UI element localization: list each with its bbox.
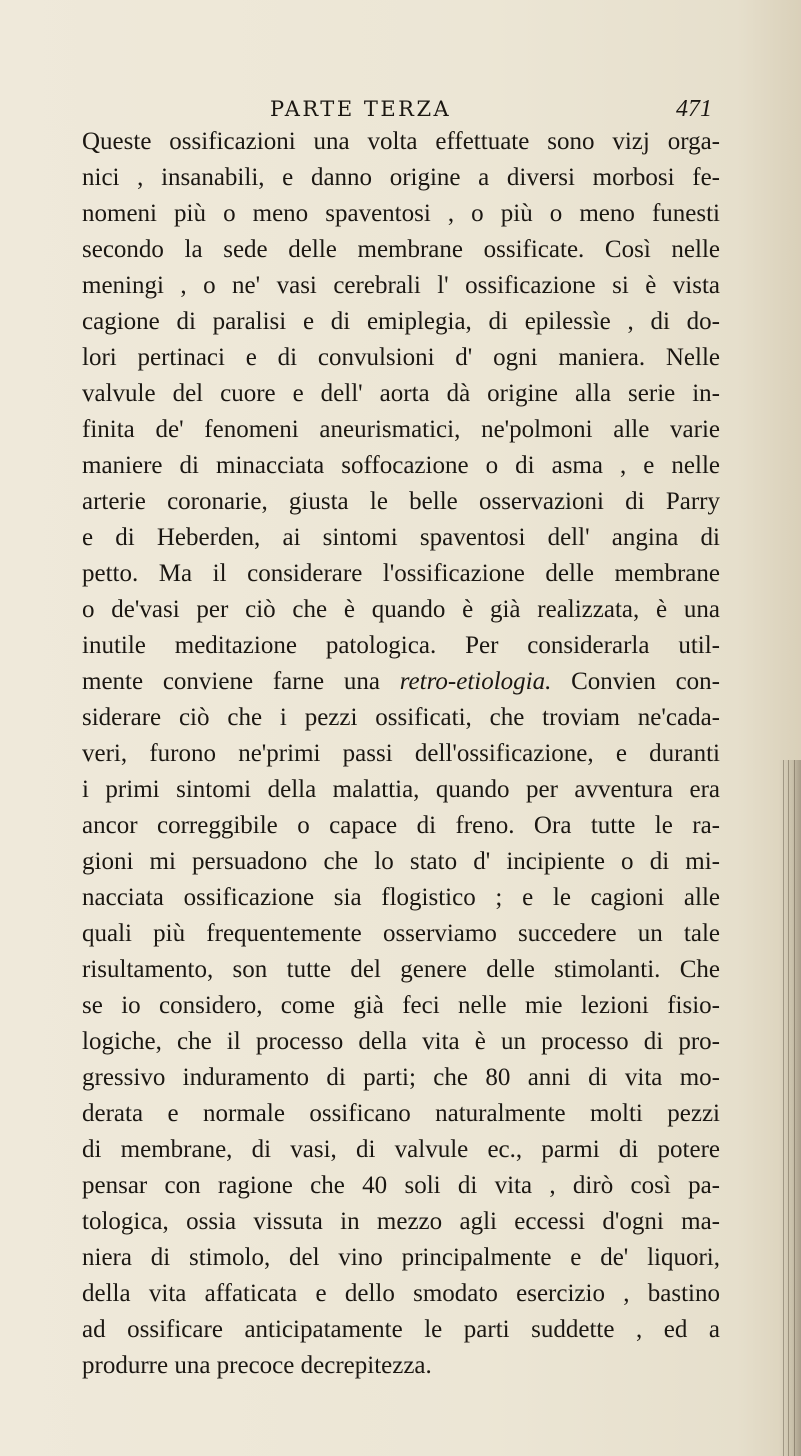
text-line: gioni mi persuadono che lo stato d' incipiente o di mi- [82,848,720,875]
text-line: nacciata ossificazione sia flogistico ; e le cagioni alle [82,884,720,911]
text-line: nomeni più o meno spaventosi , o più o meno funesti [82,200,720,227]
text-line: inutile meditazione patologica. Per considerarla util- [82,632,720,659]
text-line: maniere di minacciata soffocazione o di asma , e nelle [82,452,720,479]
text-line: gressivo induramento di parti; che 80 anni di vita mo- [82,1064,720,1091]
text-line-mixed [82,664,720,700]
text-line: lori pertinaci e di convulsioni d' ogni maniera. Nelle [82,344,720,371]
text-line: derata e normale ossificano naturalmente molti pezzi [82,1100,720,1127]
text-line: nici , insanabili, e danno origine a diversi morbosi fe- [82,164,720,191]
text-line: secondo la sede delle membrane ossificate. Così nelle [82,236,720,263]
text-line: e di Heberden, ai sintomi spaventosi dell' angina di [82,524,720,551]
text-line: niera di stimolo, del vino principalmente e de' liquori, [82,1244,720,1271]
text-line: quali più frequentemente osserviamo succedere un tale [82,920,720,947]
text-line: veri, furono ne'primi passi dell'ossificazione, e duranti [82,740,720,767]
text-segment: Convien con- [571,668,720,695]
text-segment: mente conviene farne una [82,668,380,695]
text-line: della vita affaticata e dello smodato esercizio , bastino [82,1280,720,1307]
text-line: tologica, ossia vissuta in mezzo agli eccessi d'ogni ma- [82,1208,720,1235]
text-line: Queste ossificazioni una volta effettuate sono vizj orga- [82,128,720,155]
page-edge-line [783,760,784,1456]
text-line: pensar con ragione che 40 soli di vita , dirò così pa- [82,1172,720,1199]
text-line: i primi sintomi della malattia, quando per avventura era [82,776,720,803]
text-line: ad ossificare anticipatamente le parti suddette , ed a [82,1316,720,1343]
text-line: di membrane, di vasi, di valvule ec., parmi di potere [82,1136,720,1163]
text-line: arterie coronarie, giusta le belle osservazioni di Parry [82,488,720,515]
body-text [82,124,720,1384]
text-line: finita de' fenomeni aneurismatici, ne'polmoni alle varie [82,416,720,443]
text-line: o de'vasi per ciò che è quando è già realizzata, è una [82,596,720,623]
text-line: risultamento, son tutte del genere delle stimolanti. Che [82,956,720,983]
text-line: petto. Ma il considerare l'ossificazione delle membrane [82,560,720,587]
page-header [0,94,801,124]
italic-term: retro-etiologia. [399,668,552,695]
text-line: valvule del cuore e dell' aorta dà origine alla serie in- [82,380,720,407]
running-head: PARTE TERZA [270,97,452,121]
text-line: cagione di paralisi e di emiplegia, di epilessìe , di do- [82,308,720,335]
page-edge-line [794,760,795,1456]
page-number: 471 [676,96,712,122]
text-line: ancor correggibile o capace di freno. Ora tutte le ra- [82,812,720,839]
text-line: siderare ciò che i pezzi ossificati, che troviam ne'cada- [82,704,720,731]
text-line: logiche, che il processo della vita è un processo di pro- [82,1028,720,1055]
text-line: se io considero, come già feci nelle mie lezioni fisio- [82,992,720,1019]
text-line: meningi , o ne' vasi cerebrali l' ossificazione si è vista [82,272,720,299]
page-edge-line [788,760,789,1456]
text-line-last: produrre una precoce decrepitezza. [82,1352,432,1379]
